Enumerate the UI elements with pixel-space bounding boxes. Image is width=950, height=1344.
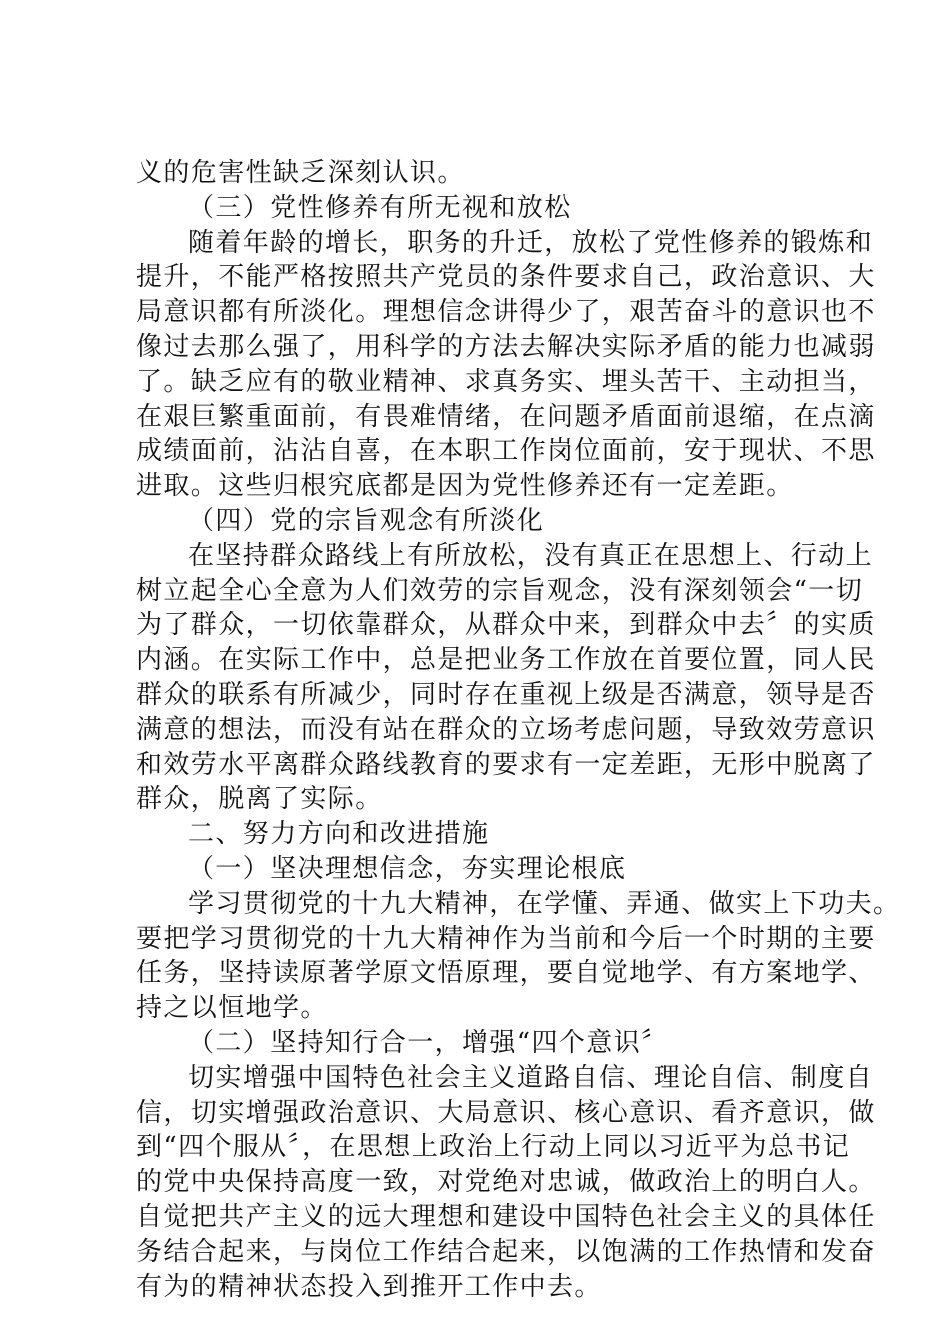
document-line: 在艰巨繁重面前，有畏难情绪，在问题矛盾面前退缩，在点滴	[136, 401, 876, 432]
document-line: （一）坚决理想信念，夯实理论根底	[188, 853, 627, 884]
document-line: 有为的精神状态投入到推开工作中去。	[136, 1271, 602, 1302]
document-line: 义的危害性缺乏深刻认识。	[136, 158, 465, 188]
document-line: 提升，不能严格按照共产党员的条件要求自己，政治意识、大	[136, 262, 876, 293]
document-line: 了。缺乏应有的敬业精神、求真务实、埋头苦干、主动担当，	[136, 366, 876, 397]
document-line: 为了群众，一切依靠群众，从群众中来，到群众中去〞的实质	[136, 610, 876, 641]
document-line: 要把学习贯彻党的十九大精神作为当前和今后一个时期的主要	[136, 923, 876, 954]
document-line: 信，切实增强政治意识、大局意识、核心意识、看齐意识，做	[136, 1097, 876, 1128]
document-line: 学习贯彻党的十九大精神，在学懂、弄通、做实上下功夫。	[188, 888, 901, 919]
document-line: 随着年龄的增长，职务的升迁，放松了党性修养的锻炼和	[188, 227, 874, 258]
document-line: 的党中央保持高度一致，对党绝对忠诚，做政治上的明白人。	[136, 1167, 876, 1198]
document-line: 树立起全心全意为人们效劳的宗旨观念，没有深刻领会“一切	[136, 575, 864, 606]
document-line: 群众的联系有所减少，同时存在重视上级是否满意，领导是否	[136, 679, 876, 710]
document-line: 像过去那么强了，用科学的方法去解决实际矛盾的能力也减弱	[136, 331, 876, 362]
document-line: 进取。这些归根究底都是因为党性修养还有一定差距。	[136, 471, 794, 502]
document-line: 自觉把共产主义的远大理想和建设中国特色社会主义的具体任	[136, 1201, 876, 1232]
document-line: 二、努力方向和改进措施	[188, 819, 490, 850]
document-line: （四）党的宗旨观念有所淡化	[188, 505, 545, 536]
document-line: 群众，脱离了实际。	[136, 784, 383, 815]
document-line: 任务，坚持读原著学原文悟原理，要自觉地学、有方案地学、	[136, 958, 876, 989]
document-line: 和效劳水平离群众路线教育的要求有一定差距，无形中脱离了	[136, 749, 876, 780]
document-line: （三）党性修养有所无视和放松	[188, 192, 572, 223]
document-line: 切实增强中国特色社会主义道路自信、理论自信、制度自	[188, 1062, 874, 1093]
document-line: 在坚持群众路线上有所放松，没有真正在思想上、行动上	[188, 540, 874, 571]
document-line: 成绩面前，沾沾自喜，在本职工作岗位面前，安于现状、不思	[136, 436, 876, 467]
document-line: （二）坚持知行合一，增强“四个意识〞	[188, 1027, 669, 1058]
document-line: 满意的想法，而没有站在群众的立场考虑问题，导致效劳意识	[136, 714, 876, 745]
document-line: 局意识都有所淡化。理想信念讲得少了，艰苦奋斗的意识也不	[136, 297, 876, 328]
document-line: 内涵。在实际工作中，总是把业务工作放在首要位置，同人民	[136, 645, 876, 676]
document-line: 务结合起来，与岗位工作结合起来，以饱满的工作热情和发奋	[136, 1236, 876, 1267]
document-line: 到“四个服从〞，在思想上政治上行动上同以习近平为总书记	[136, 1132, 851, 1163]
document-line: 持之以恒地学。	[136, 993, 328, 1024]
document-body	[136, 156, 901, 1304]
